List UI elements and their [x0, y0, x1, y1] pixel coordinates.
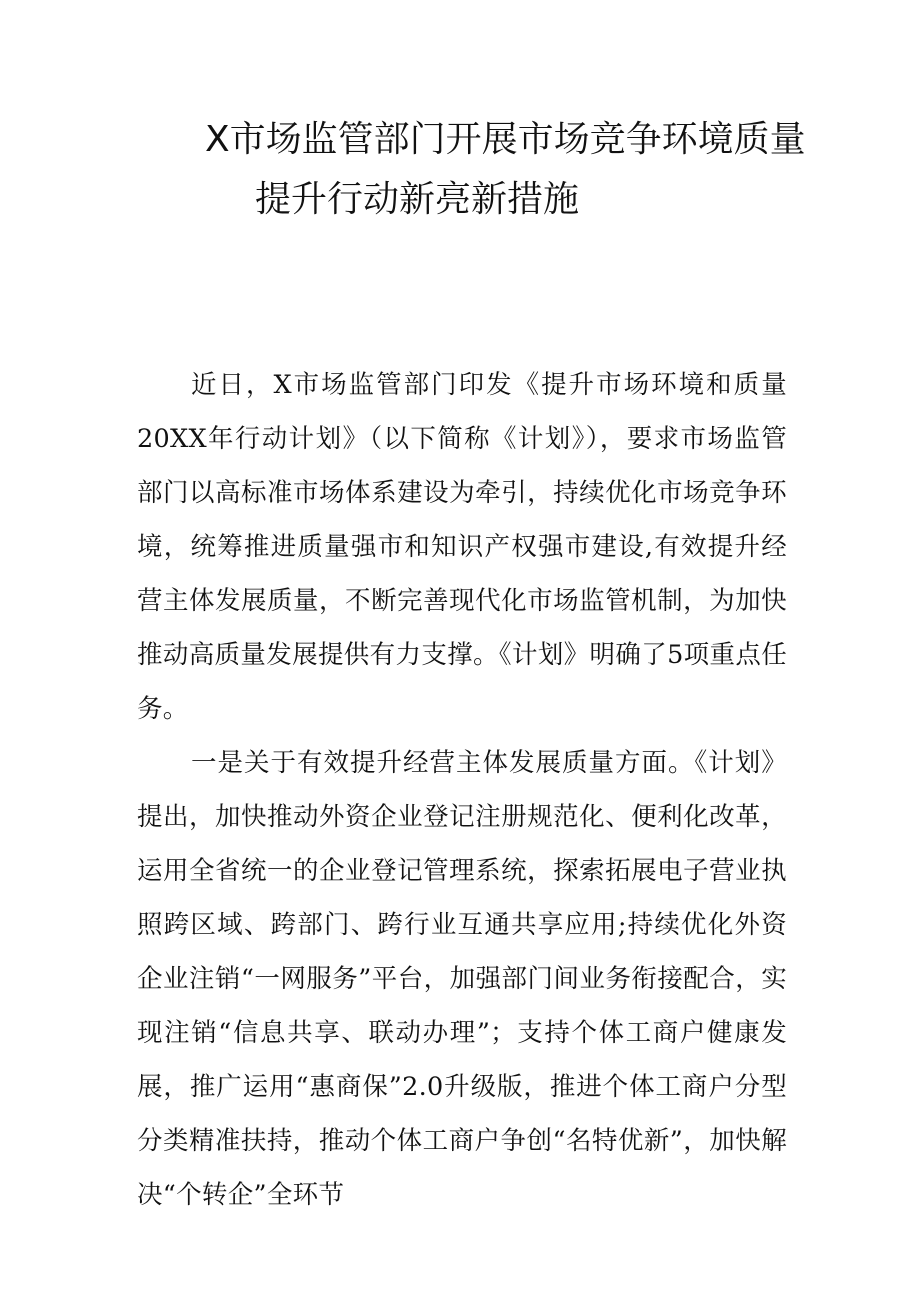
paragraph-task-one: 一是关于有效提升经营主体发展质量方面。《计划》提出，加快推动外资企业登记注册规范化、便利化改革，运用全省统一的企业登记管理系统，探索拓展电子营业执照跨区域、跨部门、跨行业互通共享应用;持续优化外资企业注销“一网服务”平台，加强部门间业务衔接配合，实现注销“信息共享、联动办理”；支持个体工商户健康发展，推广运用“惠商保”2.0升级版，推进个体工商户分型分类精准扶持，推动个体工商户争创“名特优新”，加快解决“个转企”全环节 — [137, 748, 787, 1210]
document-title-line-1: X市场监管部门开展市场竞争环境质量 — [205, 119, 806, 160]
document-title-line-2: 提升行动新亮新措施 — [255, 179, 580, 220]
paragraph-intro: 近日，X市场监管部门印发《提升市场环境和质量20XX年行动计划》（以下简称《计划》），要求市场监管部门以高标准市场体系建设为牵引，持续优化市场竞争环境，统筹推进质量强市和知识产权强市建设,有效提升经营主体发展质量，不断完善现代化市场监管机制，为加快推动高质量发展提供有力支撑。《计划》明确了5项重点任务。 — [137, 370, 787, 724]
document-body — [137, 358, 787, 1222]
